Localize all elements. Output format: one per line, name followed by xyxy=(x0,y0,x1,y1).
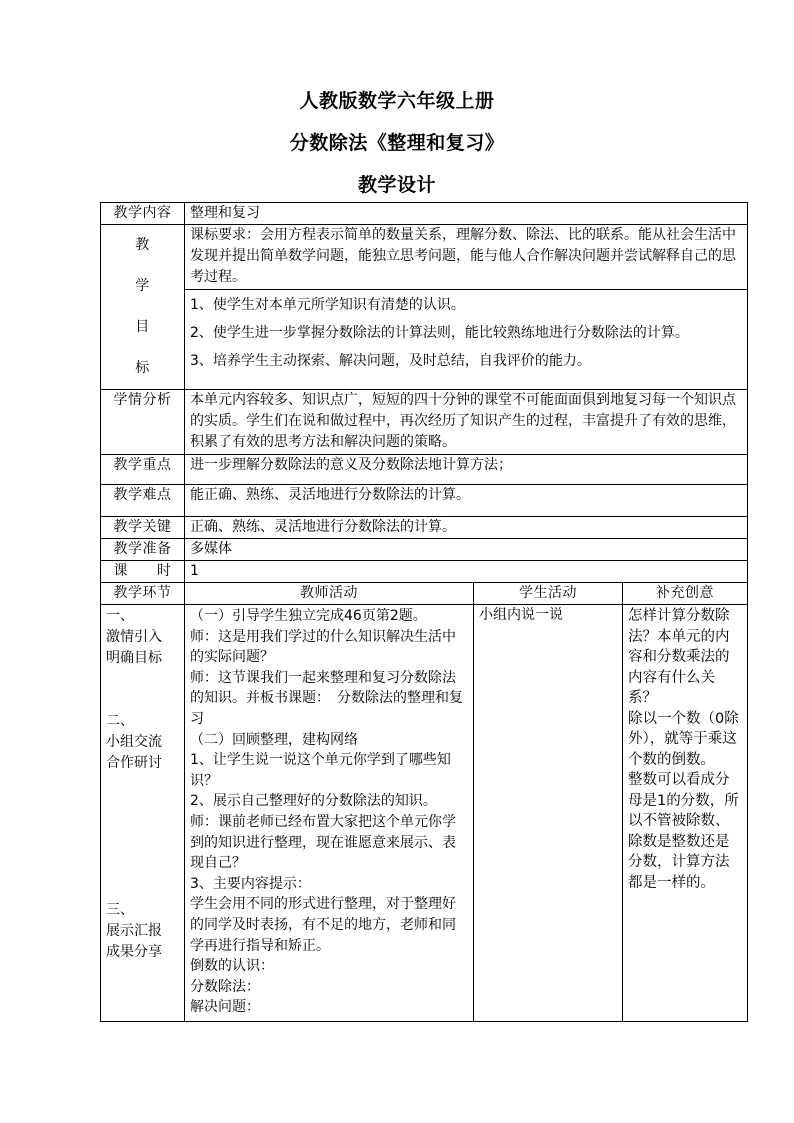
value-crux: 正确、熟练、灵活地进行分数除法的计算。 xyxy=(185,517,748,539)
header-stage: 教学环节 xyxy=(101,583,185,605)
value-difficulty: 能正确、熟练、灵活地进行分数除法的计算。 xyxy=(185,485,748,517)
stage-block xyxy=(106,711,179,774)
row-crux xyxy=(101,517,748,539)
extra-line: 怎样计算分数除法？本单元的内容和分数乘法的内容有什么关系？ xyxy=(628,608,730,706)
goal-item: 3、培养学生主动探索、解决问题，及时总结，自我评价的能力。 xyxy=(190,353,591,369)
value-analysis: 本单元内容较多、知识点广，短短的四十分钟的课堂不可能面面俱到地复习每一个知识点的实质。学生们在说和做过程中，再次经历了知识产生的过程，丰富提升了有效的思维，积累了有效的思考方法和解决问题的策略。 xyxy=(185,390,748,455)
stage-number: 二、 xyxy=(106,713,134,729)
teacher-line: 师：课前老师已经布置大家把这个单元你学到的知识进行整理，现在谁愿意来展示、表现自己？ xyxy=(190,813,456,872)
stage-number: 一、 xyxy=(106,608,134,624)
teacher-line: 3、主要内容提示： xyxy=(190,875,311,892)
cell-extra xyxy=(623,605,748,1022)
title-textbook: 人教版数学六年级上册 xyxy=(299,90,495,112)
teacher-line: 解决问题： xyxy=(190,999,260,1016)
row-analysis xyxy=(101,390,748,455)
teacher-line: 师：这节课我们一起来整理和复习分数除法的知识。并板书课题： 分数除法的整理和复习 xyxy=(190,669,463,727)
process-body-row xyxy=(101,605,748,1022)
stage-block xyxy=(106,900,179,963)
label-goals-char: 标 xyxy=(135,360,150,376)
header-student: 学生活动 xyxy=(474,583,623,605)
cell-teacher-activity xyxy=(185,605,474,1022)
teacher-line: 倒数的认识： xyxy=(190,958,274,975)
label-goals-char: 学 xyxy=(135,278,150,294)
goal-item: 2、使学生进一步掌握分数除法的计算法则，能比较熟练地进行分数除法的计算。 xyxy=(190,325,689,341)
row-key xyxy=(101,455,748,485)
row-goals-items xyxy=(101,290,748,390)
label-goals-char: 教 xyxy=(135,237,150,253)
extra-line: 整数可以看成分母是1的分数，所以不管被除数、除数是整数还是分数，计算方法都是一样的。 xyxy=(628,772,739,891)
lesson-plan-table xyxy=(100,202,748,1022)
label-goals xyxy=(101,225,185,390)
label-crux: 教学关键 xyxy=(101,517,185,539)
stage-line: 展示汇报 xyxy=(106,923,162,939)
label-prep: 教学准备 xyxy=(101,539,185,561)
teacher-line: （二）回顾整理，建构网络 xyxy=(190,731,358,748)
teacher-line: （一）引导学生独立完成46页第2题。 xyxy=(190,608,427,624)
teacher-line: 2、展示自己整理好的分数除法的知识。 xyxy=(190,793,437,810)
extra-line: 除以一个数（0除外），就等于乘这个数的倒数。 xyxy=(628,710,739,768)
value-periods: 1 xyxy=(185,561,748,583)
header-extra: 补充创意 xyxy=(623,583,748,605)
stage-line: 激情引入 xyxy=(106,629,162,645)
stage-line: 小组交流 xyxy=(106,734,162,750)
label-goals-char: 目 xyxy=(135,319,150,335)
title-lesson: 分数除法《整理和复习》 xyxy=(289,132,505,154)
label-analysis: 学情分析 xyxy=(101,390,185,455)
row-content xyxy=(101,203,748,225)
row-periods xyxy=(101,561,748,583)
row-goals-standard xyxy=(101,225,748,290)
teacher-line: 学生会用不同的形式进行整理，对于整理好的同学及时表扬，有不足的地方，老师和同学再进行指导和矫正。 xyxy=(190,896,456,954)
stage-block xyxy=(106,606,179,669)
stage-line: 合作研讨 xyxy=(106,755,162,771)
stage-line: 明确目标 xyxy=(106,650,162,666)
teacher-line: 1、让学生说一说这个单元你学到了哪些知识？ xyxy=(190,752,451,789)
label-difficulty: 教学难点 xyxy=(101,485,185,517)
row-prep xyxy=(101,539,748,561)
value-prep: 多媒体 xyxy=(185,539,748,561)
stage-line: 成果分享 xyxy=(106,944,162,960)
label-periods: 课 时 xyxy=(101,561,185,583)
cell-student-activity: 小组内说一说 xyxy=(474,605,623,1022)
row-difficulty xyxy=(101,485,748,517)
stage-number: 三、 xyxy=(106,902,134,918)
title-design: 教学设计 xyxy=(357,174,436,196)
label-key: 教学重点 xyxy=(101,455,185,485)
teacher-line: 分数除法： xyxy=(190,978,260,995)
goal-item: 1、使学生对本单元所学知识有清楚的认识。 xyxy=(190,297,465,313)
cell-stages xyxy=(101,605,185,1022)
value-goals xyxy=(185,290,748,390)
value-key: 进一步理解分数除法的意义及分数除法地计算方法； xyxy=(185,455,748,485)
teacher-line: 师：这是用我们学过的什么知识解决生活中的实际问题？ xyxy=(190,628,456,666)
process-header-row xyxy=(101,583,748,605)
header-teacher: 教师活动 xyxy=(185,583,474,605)
label-content: 教学内容 xyxy=(101,203,185,225)
value-standard: 课标要求：会用方程表示简单的数量关系，理解分数、除法、比的联系。能从社会生活中发现并提出简单数学问题，能独立思考问题，能与他人合作解决问题并尝试解释自己的思考过程。 xyxy=(185,225,748,290)
value-content: 整理和复习 xyxy=(185,203,748,225)
